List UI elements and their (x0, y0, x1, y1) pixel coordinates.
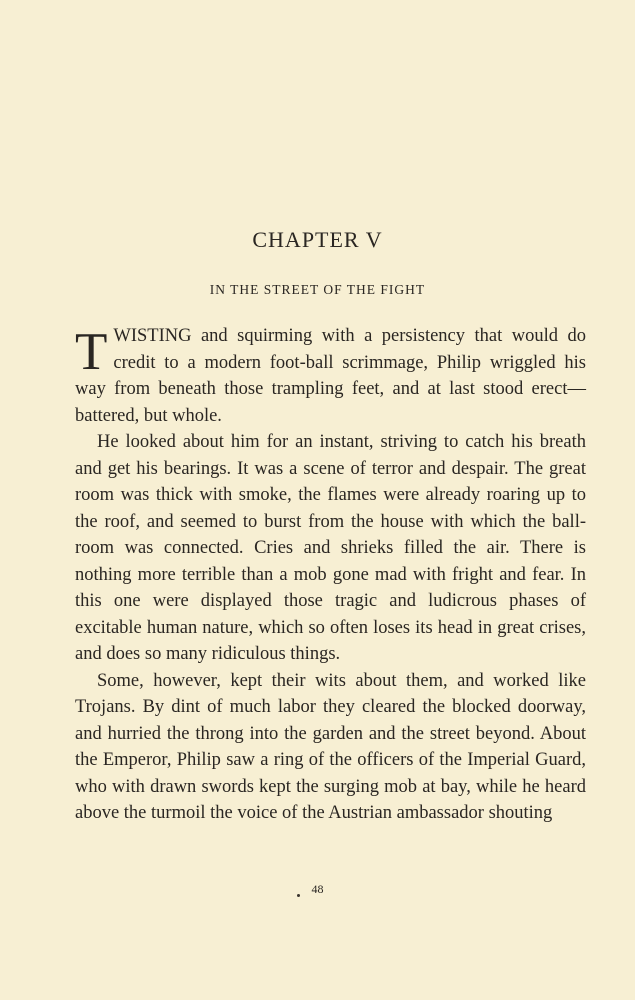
ink-speck (297, 894, 300, 897)
paragraph-3: Some, however, kept their wits about them, and worked like Trojans. By dint of much labor they cleared the blocked doorway, and hurried the throng into the garden and the street beyond. About the Emperor, Philip saw a ring of the officers of the Imperial Guard, who with drawn swords kept the surging mob at bay, while he heard above the turmoil the voice of the Austrian ambassador shouting (75, 670, 586, 823)
chapter-subtitle: IN THE STREET OF THE FIGHT (209, 282, 426, 297)
paragraph-2: He looked about him for an instant, striving to catch his breath and get his bearings. It was a scene of terror and despair. The great room was thick with smoke, the flames were already roaring up to the roof, and seemed to burst from the house with which the ball-room was connected. Cries and shrieks filled the air. There is nothing more terrible than a mob gone mad with fright and fear. In this one were displayed those tragic and ludicrous phases of excitable human nature, which so often loses its head in great crises, and does so many ridiculous things. (75, 432, 586, 664)
drop-cap: T (75, 323, 108, 381)
paragraph-1-text: WISTING and squirming with a persistency that would do credit to a modern foot-ball scrimmage, Philip wriggled his way from beneath those trampling feet, and at last stood erect—battered, but whole. (75, 326, 586, 426)
chapter-title: CHAPTER V (252, 227, 383, 252)
body-text (75, 323, 586, 827)
paragraph-1 (75, 323, 586, 429)
page-number: 48 (311, 882, 324, 896)
